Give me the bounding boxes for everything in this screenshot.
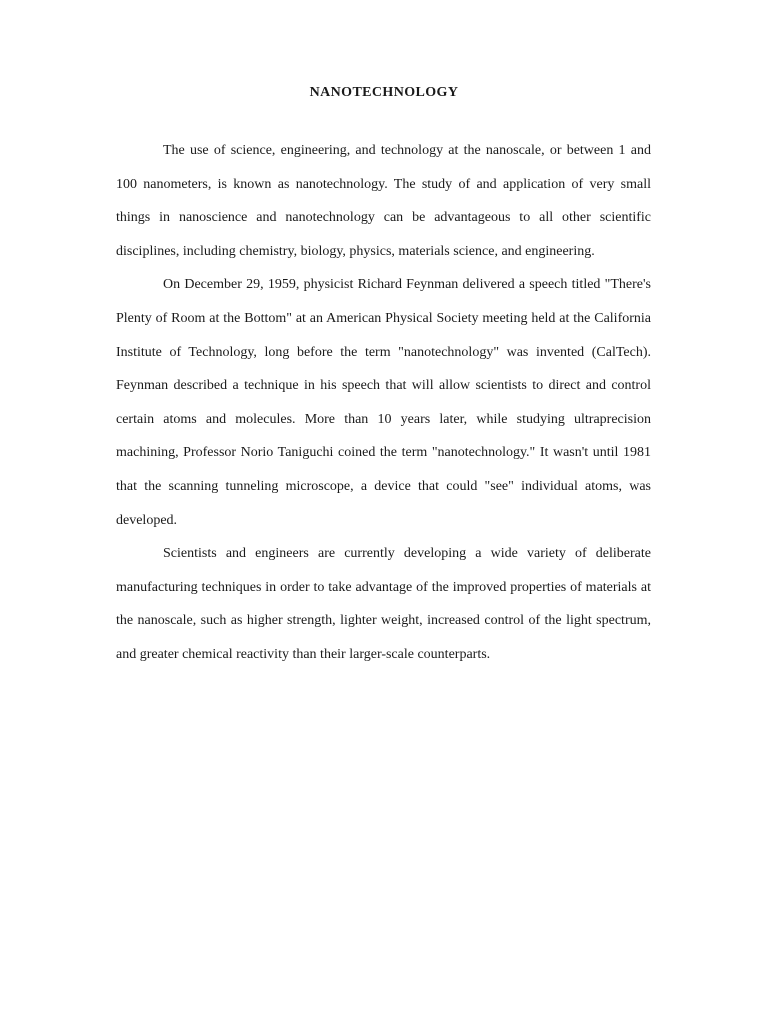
paragraph-1: The use of science, engineering, and technology at the nanoscale, or between 1 and 100 nanometers, is known as nanotechnology. The study of and application of very small things in nanoscience and nanotechnology can be advantageous to all other scientific disciplines, including chemistry, biology, physics, materials science, and engineering. (116, 143, 651, 259)
paragraph-3: Scientists and engineers are currently developing a wide variety of deliberate manufacturing techniques in order to take advantage of the improved properties of materials at the nanoscale, such as higher strength, lighter weight, increased control of the light spectrum, and greater chemical reactivity than their larger-scale counterparts. (116, 546, 651, 662)
paragraph-2: On December 29, 1959, physicist Richard Feynman delivered a speech titled "There's Plenty of Room at the Bottom" at an American Physical Society meeting held at the California Institute of Technology, long before the term "nanotechnology" was invented (CalTech). Feynman described a technique in his speech that will allow scientists to direct and control certain atoms and molecules. More than 10 years later, while studying ultraprecision machining, Professor Norio Taniguchi coined the term "nanotechnology." It wasn't until 1981 that the scanning tunneling microscope, a device that could "see" individual atoms, was developed. (116, 277, 651, 528)
document-body (116, 134, 651, 672)
document-title: NANOTECHNOLOGY (309, 85, 459, 100)
